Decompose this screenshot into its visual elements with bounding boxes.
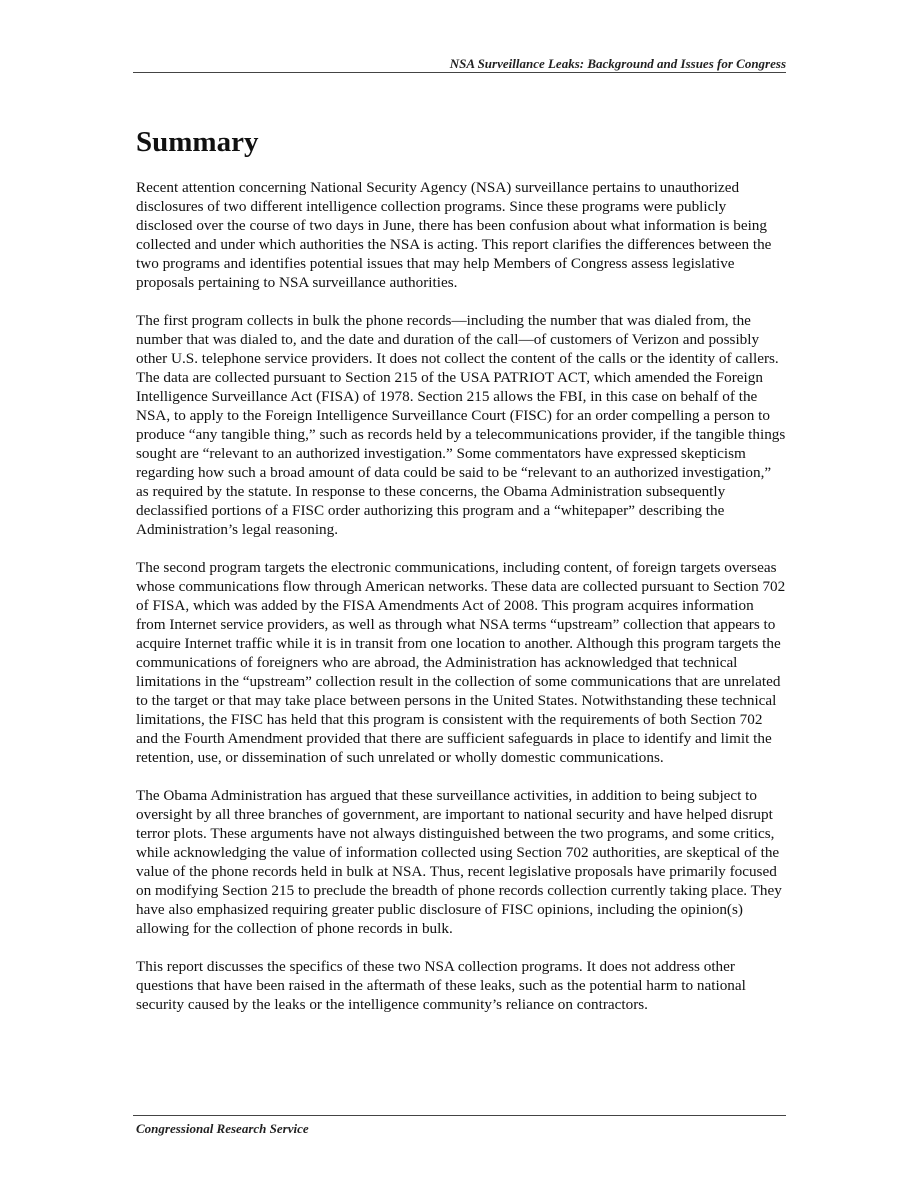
summary-paragraph: The Obama Administration has argued that these surveillance activities, in addition to being subject to oversight by all three branches of government, are important to national security and have helped disrupt terror plots. These arguments have not always distinguished between the two programs, and some critics, while acknowledging the value of information collected using Section 702 authorities, are skeptical of the value of the phone records held in bulk at NSA. Thus, recent legislative proposals have primarily focused on modifying Section 215 to preclude the breadth of phone records collection currently taking place. They have also emphasized requiring greater public disclosure of FISC opinions, including the opinion(s) allowing for the collection of phone records in bulk. bbox=[136, 787, 782, 937]
summary-paragraph: The second program targets the electronic communications, including content, of foreign targets overseas whose communications flow through American networks. These data are collected pursuant to Section 702 of FISA, which was added by the FISA Amendments Act of 2008. This program acquires information from Internet service providers, as well as through what NSA terms “upstream” collection that appears to acquire Internet traffic while it is in transit from one location to another. Although this program targets the communications of foreigners who are abroad, the Administration has acknowledged that technical limitations in the “upstream” collection result in the collection of some communications that are unrelated to the target or that may take place between persons in the United States. Notwithstanding these technical limitations, the FISC has held that this program is consistent with the requirements of both Section 702 and the Fourth Amendment provided that there are sufficient safeguards in place to identify and limit the retention, use, or dissemination of such unrelated or wholly domestic communications. bbox=[136, 559, 786, 766]
running-header: NSA Surveillance Leaks: Background and Issues for Congress bbox=[449, 56, 786, 71]
header-divider bbox=[133, 72, 786, 73]
summary-paragraph: The first program collects in bulk the phone records—including the number that was dialed from, the number that was dialed to, and the date and duration of the call—of customers of Verizon and possibly other U.S. telephone service providers. It does not collect the content of the calls or the identity of callers. The data are collected pursuant to Section 215 of the USA PATRIOT ACT, which amended the Foreign Intelligence Surveillance Act (FISA) of 1978. Section 215 allows the FBI, in this case on behalf of the NSA, to apply to the Foreign Intelligence Surveillance Court (FISC) for an order compelling a person to produce “any tangible thing,” such as records held by a telecommunications provider, if the tangible things sought are “relevant to an authorized investigation.” Some commentators have expressed skepticism regarding how such a broad amount of data could be said to be “relevant to an authorized investigation,” as required by the statute. In response to these concerns, the Obama Administration subsequently declassified portions of a FISC order authorizing this program and a “whitepaper” describing the Administration’s legal reasoning. bbox=[136, 312, 786, 538]
summary-body bbox=[136, 178, 786, 1033]
page-title: Summary bbox=[136, 126, 259, 158]
summary-paragraph: Recent attention concerning National Security Agency (NSA) surveillance pertains to unauthorized disclosures of two different intelligence collection programs. Since these programs were publicly disclosed over the course of two days in June, there has been confusion about what information is being collected and under which authorities the NSA is acting. This report clarifies the differences between the two programs and identifies potential issues that may help Members of Congress assess legislative proposals pertaining to NSA surveillance authorities. bbox=[136, 179, 772, 291]
running-footer: Congressional Research Service bbox=[136, 1121, 309, 1136]
summary-paragraph: This report discusses the specifics of these two NSA collection programs. It does not address other questions that have been raised in the aftermath of these leaks, such as the potential harm to national security caused by the leaks or the intelligence community’s reliance on contractors. bbox=[136, 958, 746, 1013]
footer-divider bbox=[133, 1115, 786, 1116]
